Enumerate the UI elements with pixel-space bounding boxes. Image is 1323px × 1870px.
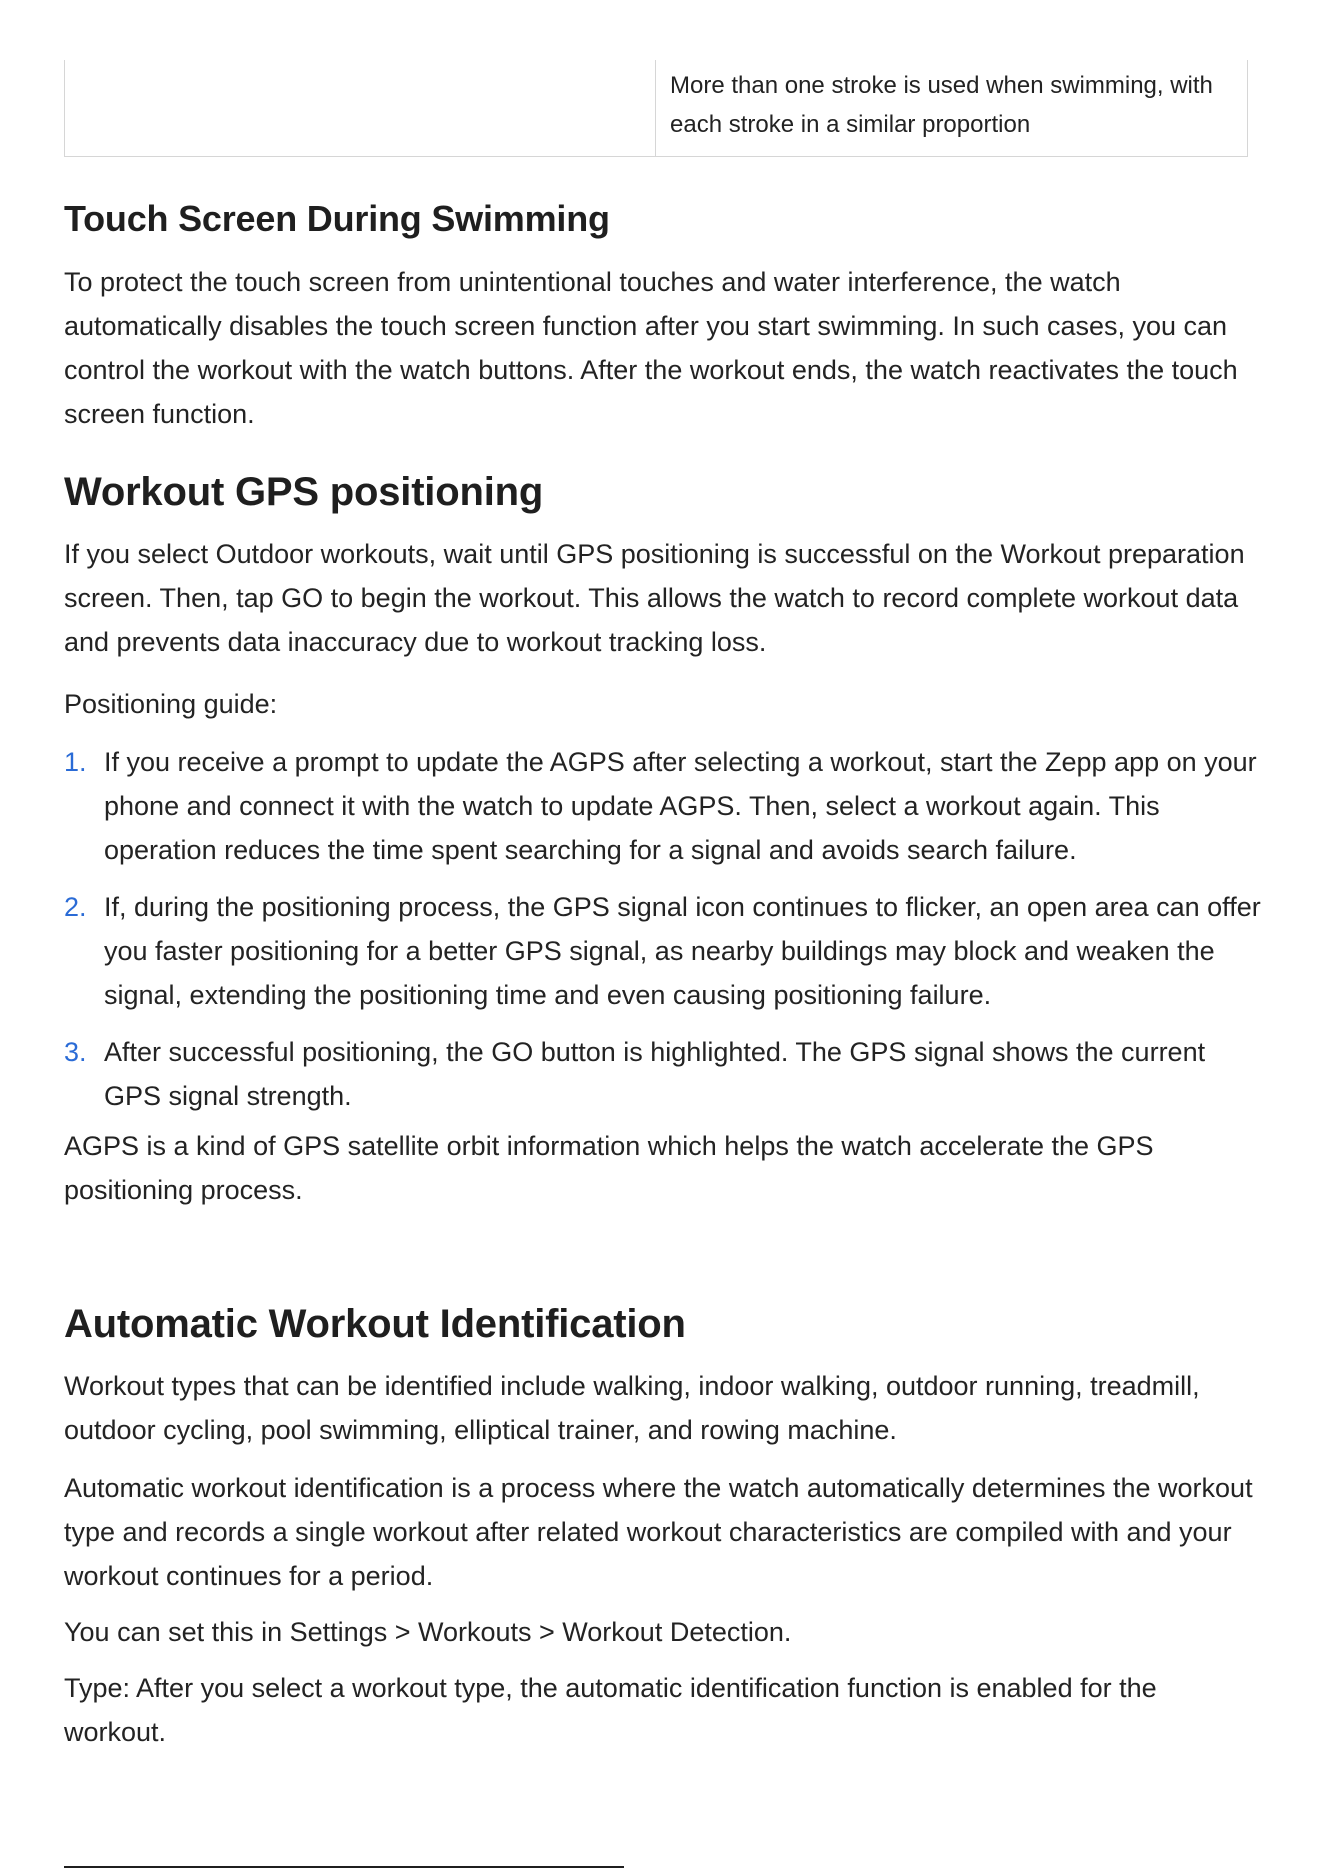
heading-touch-screen-during-swimming: Touch Screen During Swimming <box>64 198 610 239</box>
list-number: 3. <box>64 1037 87 1067</box>
list-item-text: If, during the positioning process, the GPS signal icon continues to flicker, an open area can offer you faster positioning for a better GPS signal, as nearby buildings may block and weaken the signal, extending the positioning time and even causing positioning failure. <box>104 892 1261 1010</box>
heading-workout-gps-positioning: Workout GPS positioning <box>64 470 544 514</box>
agps-note-paragraph: AGPS is a kind of GPS satellite orbit information which helps the watch accelerate the GPS positioning process. <box>64 1131 1154 1205</box>
list-item <box>64 885 1269 1017</box>
table-cell-empty <box>65 60 656 156</box>
positioning-guide-label: Positioning guide: <box>64 689 278 719</box>
positioning-steps-list <box>64 740 1269 1131</box>
touch-screen-paragraph: To protect the touch screen from unintentional touches and water interference, the watch automatically disables the touch screen function after you start swimming. In such cases, you can control the workout with the watch buttons. After the workout ends, the watch reactivates the touch screen function. <box>64 267 1238 429</box>
list-item-text: After successful positioning, the GO button is highlighted. The GPS signal shows the current GPS signal strength. <box>104 1037 1206 1111</box>
list-number: 1. <box>64 747 87 777</box>
list-item <box>64 740 1269 872</box>
gps-intro-paragraph: If you select Outdoor workouts, wait until GPS positioning is successful on the Workout preparation screen. Then, tap GO to begin the workout. This allows the watch to record complete workout data and prevents data inaccuracy due to workout tracking loss. <box>64 539 1245 657</box>
footer-rule <box>64 1866 624 1868</box>
settings-path-paragraph: You can set this in Settings > Workouts > Workout Detection. <box>64 1617 792 1647</box>
auto-id-process-paragraph: Automatic workout identification is a process where the watch automatically determines the workout type and records a single workout after related workout characteristics are compiled with and your workout continues for a period. <box>64 1473 1253 1591</box>
list-item-text: If you receive a prompt to update the AGPS after selecting a workout, start the Zepp app on your phone and connect it with the watch to update AGPS. Then, select a workout again. This operation reduces the time spent searching for a signal and avoids search failure. <box>104 747 1257 865</box>
table-cell-mixed-stroke: More than one stroke is used when swimming, with each stroke in a similar proportion <box>670 72 1213 138</box>
workout-types-paragraph: Workout types that can be identified include walking, indoor walking, outdoor running, treadmill, outdoor cycling, pool swimming, elliptical trainer, and rowing machine. <box>64 1371 1200 1445</box>
list-item <box>64 1030 1269 1118</box>
heading-automatic-workout-identification: Automatic Workout Identification <box>64 1302 686 1346</box>
swim-stroke-table-fragment <box>64 60 1248 157</box>
type-note-paragraph: Type: After you select a workout type, the automatic identification function is enabled for the workout. <box>64 1673 1157 1747</box>
list-number: 2. <box>64 892 87 922</box>
